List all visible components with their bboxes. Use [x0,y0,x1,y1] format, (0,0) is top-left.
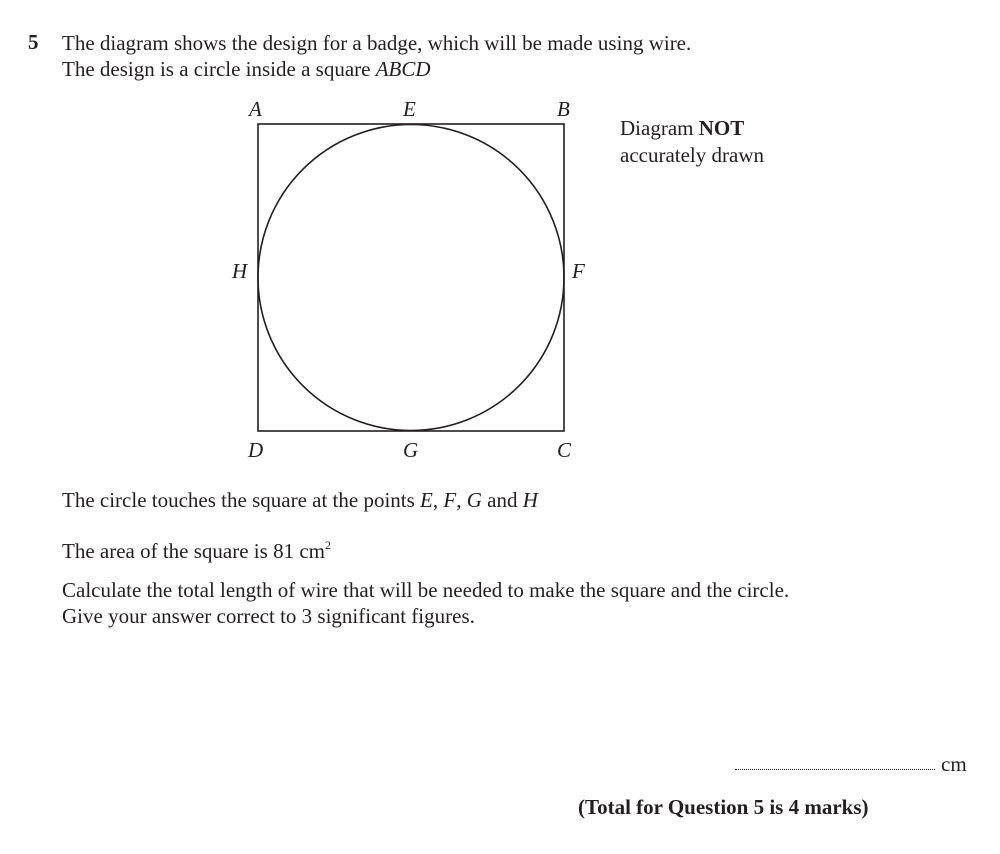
area-superscript: 2 [324,538,331,552]
note-prefix: Diagram [620,116,699,140]
instruction-line2: Give your answer correct to 3 significant figures. [62,604,475,628]
total-marks: (Total for Question 5 is 4 marks) [578,795,869,819]
label-g: G [403,438,419,462]
instruction-line1: Calculate the total length of wire that will be needed to make the square and the circle. [62,578,790,602]
answer-line[interactable] [735,769,935,770]
touch-prefix: The circle touches the square at the points [62,488,421,512]
area-prefix: The area of the square is 81 cm [62,539,325,563]
point-e: E [420,488,433,512]
point-f: F [443,488,457,512]
question-number: 5 [28,30,39,54]
label-e: E [403,97,416,121]
label-c: C [557,438,572,462]
and-word: and [481,488,523,512]
question-intro-line1: The diagram shows the design for a badge, which will be made using wire. [62,31,692,55]
point-h: H [522,488,538,512]
note-bold: NOT [698,116,745,140]
intro-text: The design is a circle inside a square [62,57,376,81]
label-f: F [572,259,585,283]
note-line2: accurately drawn [620,143,764,167]
sep1: , [432,488,444,512]
square-name: ABCD [375,57,431,81]
touch-points-text [62,487,538,513]
area-text [62,532,331,564]
answer-unit: cm [941,752,967,776]
label-h: H [232,259,248,283]
diagram-note [620,115,764,169]
point-g: G [466,488,482,512]
label-a: A [249,97,262,121]
square-abcd [258,124,564,431]
sep2: , [456,488,467,512]
label-b: B [557,97,570,121]
inscribed-circle [258,125,564,431]
label-d: D [248,438,264,462]
